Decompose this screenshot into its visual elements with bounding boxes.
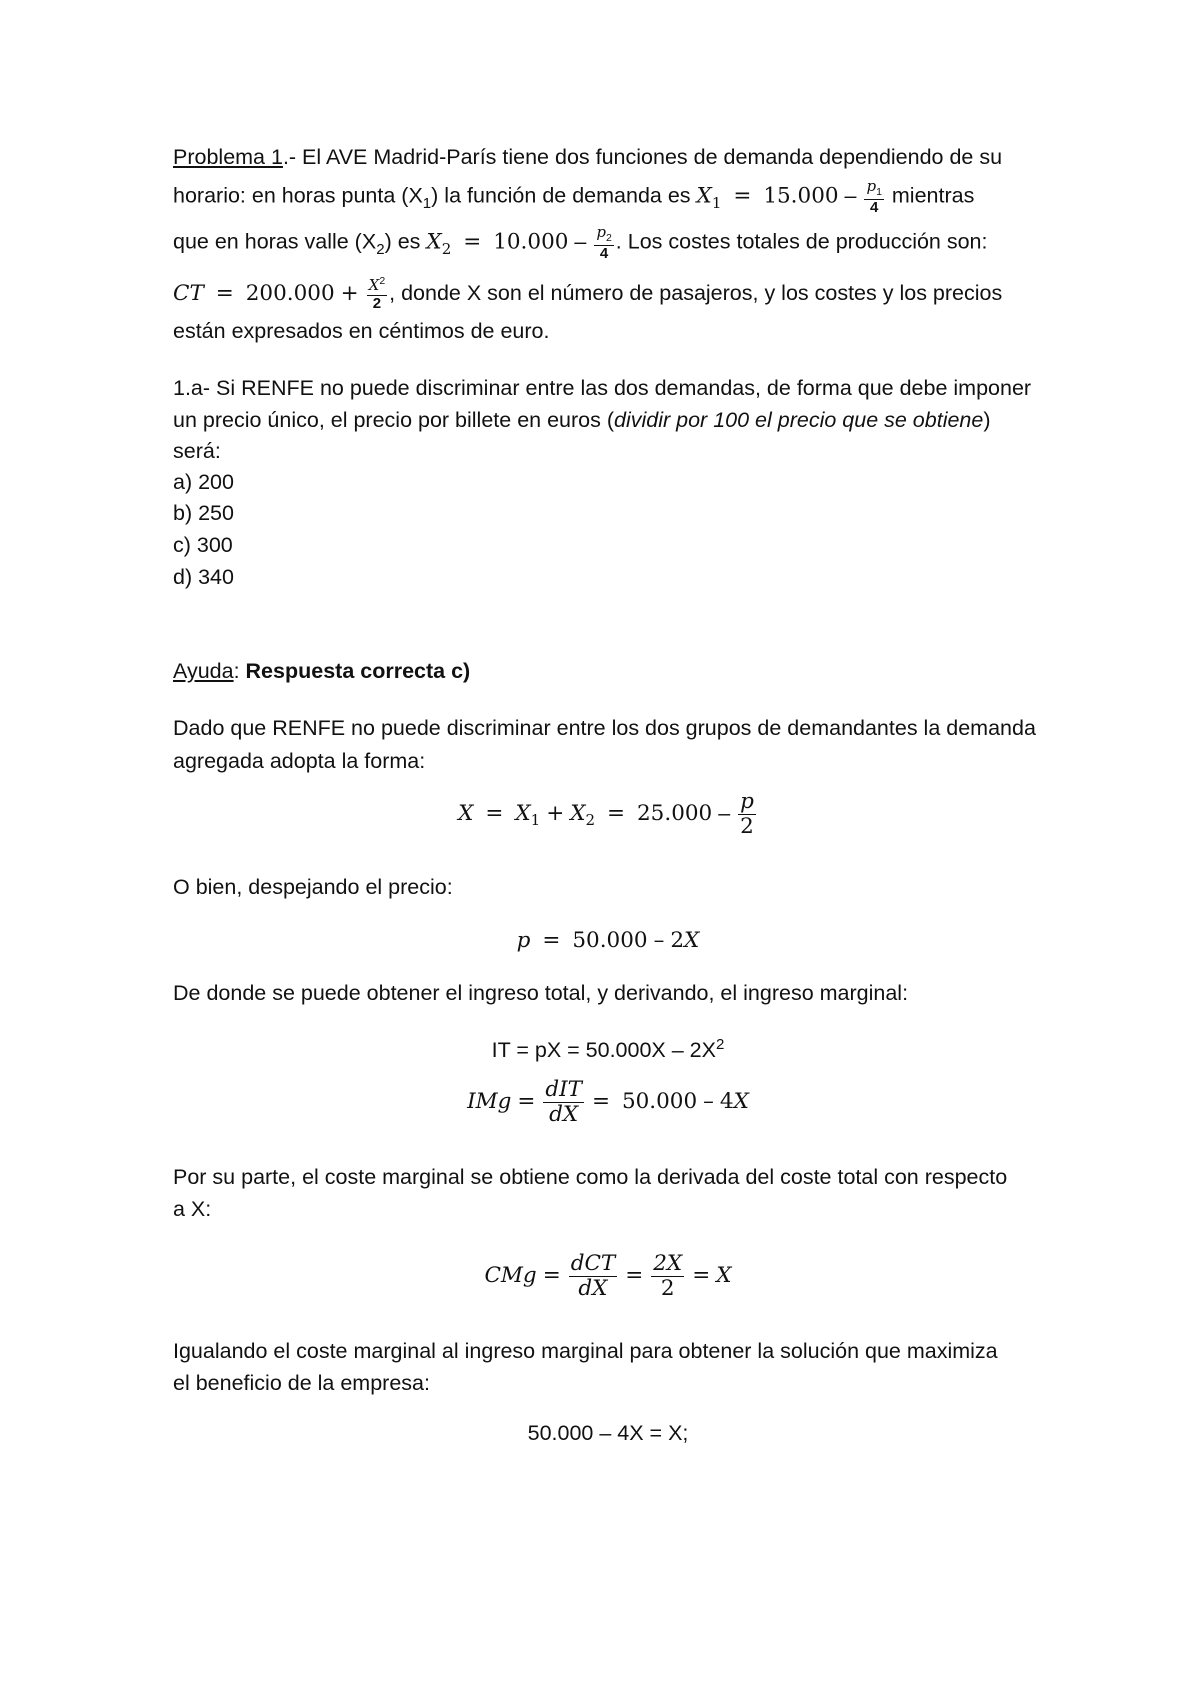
help-para4-line2: a X:: [173, 1197, 212, 1221]
question-line-3: será:: [173, 439, 221, 463]
text-span: que en horas valle (X: [173, 229, 377, 254]
frac-den: 2: [660, 1275, 675, 1301]
fraction-p2-over-4: $\frac{p_2}{4}$: [596, 223, 612, 262]
frac-den: 4: [870, 198, 879, 216]
text-span: ): [983, 408, 991, 432]
option-b: b) 250: [173, 501, 234, 525]
frac-den: dX: [549, 1101, 579, 1127]
equation-total-revenue: IT = pX = $50.000X - 2X^2$: [491, 1036, 725, 1063]
problem-line-3: que en horas valle $(X_2)$ es $X_2 = 10.000$ – $\frac{p_2}{4}$ . Los costes totales de producción son:: [173, 223, 988, 262]
problem-line-4: CT = 200.000 + $\frac{X^2}{2}$ , donde X son el número de pasajeros, y los costes y los precios: [173, 275, 1003, 312]
fraction-p1-over-4: $\frac{p_1}{4}$: [866, 177, 882, 216]
text-span: mientras: [885, 183, 975, 208]
help-para5-line1: Igualando el coste marginal al ingreso marginal para obtener la solución que maximiza: [173, 1339, 998, 1363]
eq1-constant: 25.000: [637, 800, 713, 826]
eq4-constant: 50.000: [621, 1088, 698, 1114]
italic-note: dividir por 100 el precio que se obtiene: [614, 408, 984, 432]
fraction-x2-over-2: $\frac{X^2}{2}$: [368, 275, 386, 312]
problem-line-1: [173, 140, 1043, 174]
ct-constant: 200.000: [245, 281, 335, 306]
help-para2: O bien, despejando el precio:: [173, 875, 453, 899]
text-span: un precio único, el precio por billete en euros (: [173, 408, 615, 432]
help-para5-line2: el beneficio de la empresa:: [173, 1371, 430, 1395]
text-span: ) es: [384, 229, 427, 254]
eq3-text: IT = pX = 50.000X – 2X: [491, 1038, 716, 1063]
frac-den: 4: [599, 244, 609, 262]
help-para4-line1: Por su parte, el coste marginal se obtiene como la derivada del coste total con respecto: [173, 1165, 1008, 1189]
fraction-2x-over-2: [651, 1252, 684, 1300]
problem-intro: .- El AVE Madrid-París tiene dos funciones de demanda dependiendo de su: [282, 145, 1003, 169]
option-c: c) 300: [173, 533, 233, 557]
x1-demand-constant: 15.000: [763, 183, 839, 209]
option-d: d) 340: [173, 565, 234, 589]
eq5-lhs: CMg: [484, 1262, 537, 1288]
problem-line-2: horario: en horas punta $(X_1)$ la función de demanda es $X_1 = 15.000$ – $\frac{p_1}{4}$ mientras: [173, 177, 975, 216]
text-span: . Los costes totales de producción son:: [615, 229, 988, 254]
equation-aggregate-demand: $X = X_1 + X_2 = 25.000$ – $\frac{p}{2}$: [458, 789, 754, 839]
equation-equality: 50.000 – 4X = X;: [527, 1421, 689, 1445]
question-line-2: [173, 403, 1043, 437]
text-span: ) la función de demanda es: [431, 183, 697, 208]
frac-den: 2: [372, 294, 382, 312]
frac-num: dIT: [545, 1077, 582, 1102]
equation-marginal-cost: CMg = $\frac{\text{dCT}}{dX}$ = $\frac{2X}{2}$ = X: [484, 1251, 732, 1301]
help-answer: Respuesta correcta c): [245, 659, 471, 683]
x2-demand-constant: 10.000: [493, 229, 569, 255]
problem-line-5: están expresados en céntimos de euro.: [173, 319, 550, 343]
frac-num: p: [866, 177, 877, 195]
frac-num: 2X: [653, 1251, 683, 1276]
equation-marginal-revenue: IMg = $\frac{\text{dIT}}{dX}$ = 50.000 – 4X: [467, 1077, 749, 1127]
help-label: Ayuda: [173, 659, 234, 683]
eq4-lhs: IMg: [467, 1088, 512, 1114]
problem-title: Problema 1: [173, 145, 283, 169]
question-line-1: 1.a- Si RENFE no puede discriminar entre las dos demandas, de forma que debe imponer: [173, 376, 1032, 400]
frac-num: p: [596, 223, 606, 241]
help-para1-line2: agregada adopta la forma:: [173, 749, 426, 773]
eq2-constant: 50.000: [572, 928, 648, 953]
ct-label: CT: [173, 281, 204, 306]
fraction-p-over-2: $\frac{p}{2}$: [740, 789, 754, 839]
fraction-dct-over-dx: [569, 1252, 618, 1300]
fraction-dit-over-dx: [543, 1078, 584, 1126]
text-span: horario: en horas punta (X: [173, 183, 423, 208]
help-para1-line1: Dado que RENFE no puede discriminar entre los dos grupos de demandantes la demanda: [173, 716, 1036, 740]
text-span: , donde X son el número de pasajeros, y los costes y los precios: [389, 281, 1003, 305]
equation-price: p = 50.000 – 2X: [516, 928, 700, 953]
frac-den: dX: [578, 1275, 608, 1301]
help-heading: Ayuda: Respuesta correcta c): [173, 659, 471, 683]
frac-num: dCT: [570, 1251, 616, 1276]
option-a: a) 200: [173, 470, 234, 494]
help-para3: De donde se puede obtener el ingreso total, y derivando, el ingreso marginal:: [173, 981, 909, 1005]
